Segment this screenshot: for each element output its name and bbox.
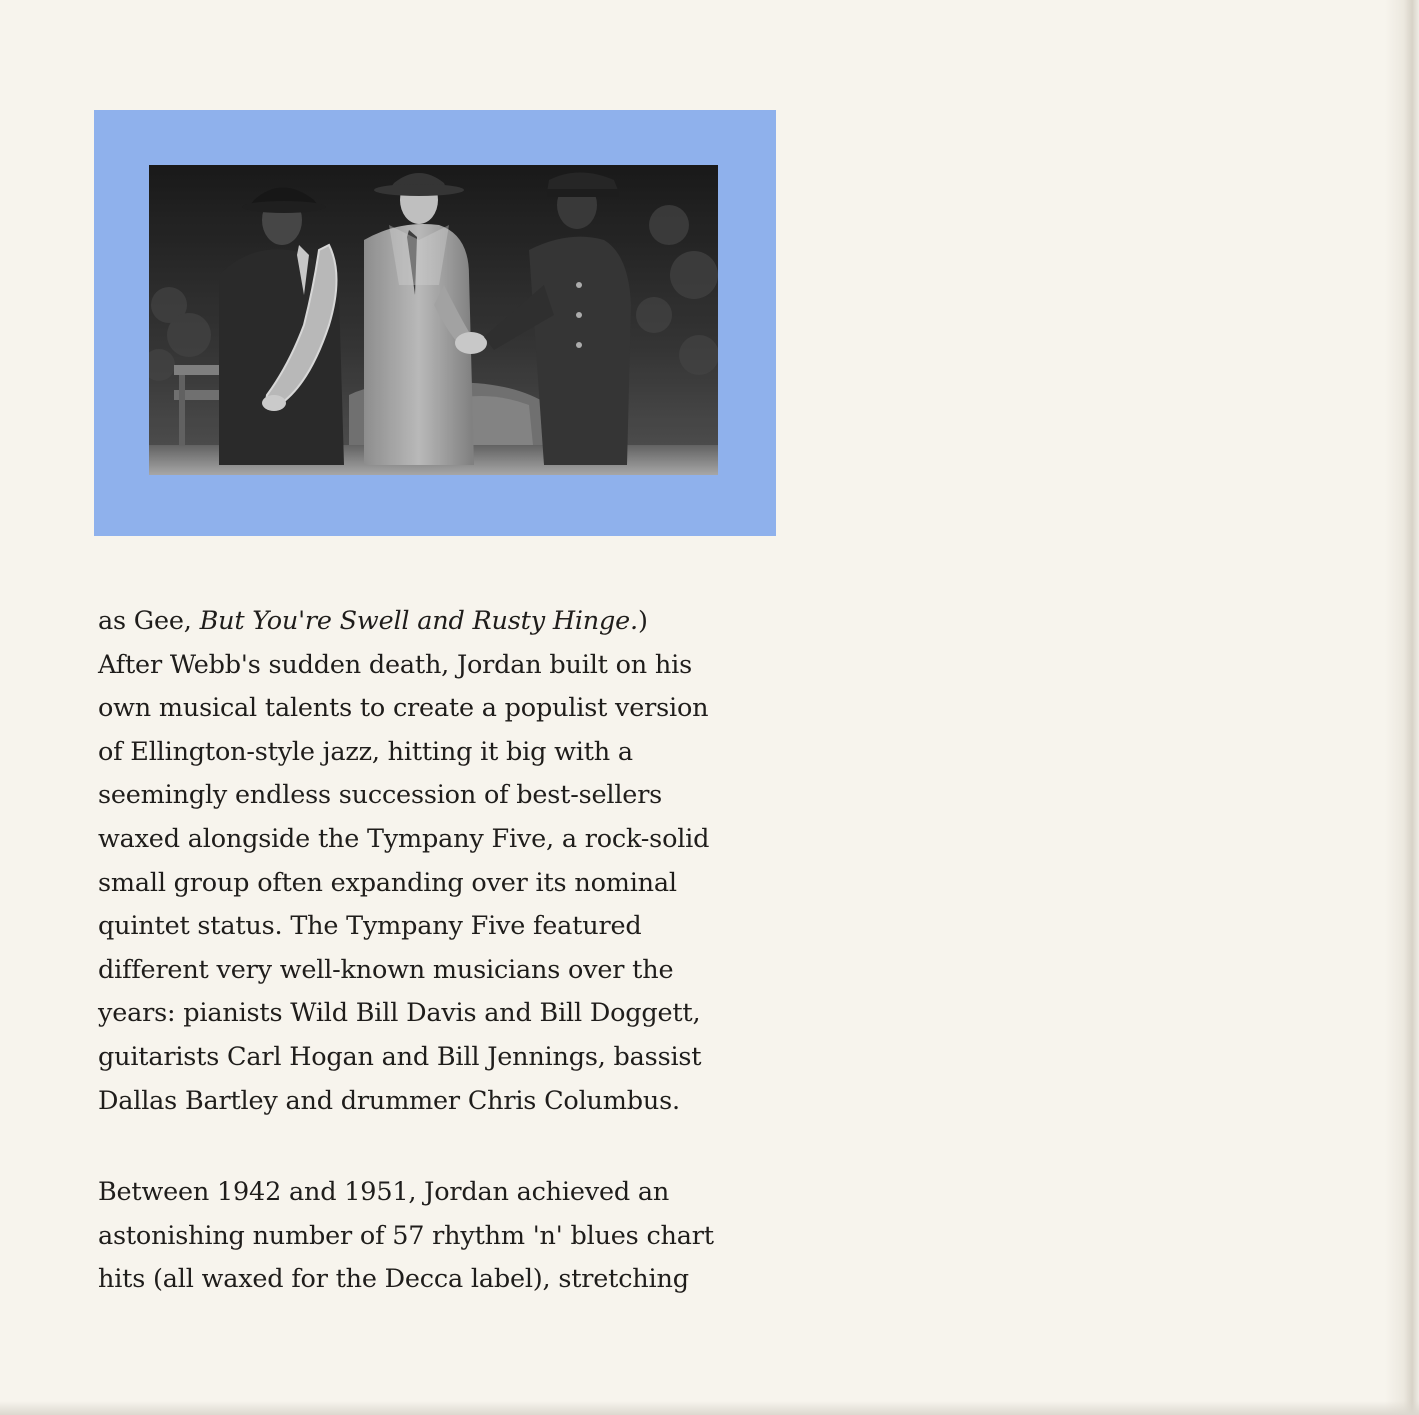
text-line-1: as Gee, But You're Swell and Rusty Hinge.) — [98, 606, 648, 636]
text-line: own musical talents to create a populist version — [98, 693, 709, 724]
text-line: years: pianists Wild Bill Davis and Bill Doggett, — [98, 998, 701, 1029]
text-line: small group often expanding over its nominal — [98, 867, 677, 898]
text-line: After Webb's sudden death, Jordan built on his — [98, 649, 692, 680]
text-line: hits (all waxed for the Decca label), stretching — [98, 1264, 689, 1295]
paragraph-2 — [98, 1171, 788, 1302]
song-title-2: Rusty Hinge. — [472, 606, 638, 636]
text-line: seemingly endless succession of best-sellers — [98, 780, 663, 811]
page-edge-shadow — [0, 1401, 1419, 1415]
paragraph-1 — [98, 600, 788, 1123]
text-line: different very well-known musicians over the — [98, 954, 674, 985]
text-line: Dallas Bartley and drummer Chris Columbus. — [98, 1085, 680, 1116]
text-line: of Ellington-style jazz, hitting it big with a — [98, 736, 633, 767]
booklet-fold — [1385, 0, 1419, 1415]
photo-illustration — [149, 165, 718, 475]
text-line: waxed alongside the Tympany Five, a rock-solid — [98, 823, 710, 854]
text-line: astonishing number of 57 rhythm 'n' blues chart — [98, 1220, 714, 1251]
text-line: quintet status. The Tympany Five featured — [98, 911, 642, 942]
song-title-1: But You're Swell — [199, 606, 410, 636]
text-line: Between 1942 and 1951, Jordan achieved an — [98, 1177, 670, 1207]
photo-three-men-handshake — [149, 165, 718, 475]
text-line: guitarists Carl Hogan and Bill Jennings, bassist — [98, 1041, 702, 1072]
